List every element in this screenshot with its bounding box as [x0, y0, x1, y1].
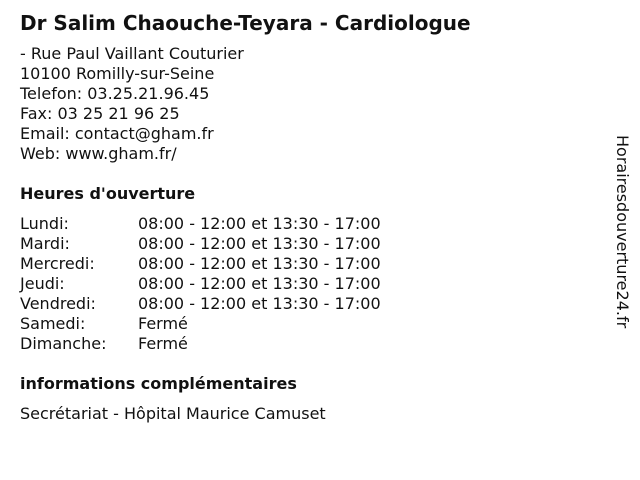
hours-value: 08:00 - 12:00 et 13:30 - 17:00: [138, 214, 381, 233]
fax-number: Fax: 03 25 21 96 25: [20, 104, 180, 123]
website: Web: www.gham.fr/: [20, 144, 177, 163]
opening-hours-table: [20, 214, 440, 354]
hours-value: 08:00 - 12:00 et 13:30 - 17:00: [138, 254, 381, 273]
hours-value: 08:00 - 12:00 et 13:30 - 17:00: [138, 274, 381, 293]
email-address: Email: contact@gham.fr: [20, 124, 214, 143]
day-label: Mercredi:: [20, 254, 95, 273]
additional-info-text: Secrétariat - Hôpital Maurice Camuset: [20, 404, 326, 423]
hours-row-monday: [20, 214, 440, 234]
day-label: Lundi:: [20, 214, 69, 233]
address-street: - Rue Paul Vaillant Couturier: [20, 44, 244, 63]
day-label: Samedi:: [20, 314, 86, 333]
hours-row-tuesday: [20, 234, 440, 254]
hours-value: 08:00 - 12:00 et 13:30 - 17:00: [138, 234, 381, 253]
phone-number: Telefon: 03.25.21.96.45: [20, 84, 210, 103]
day-label: Dimanche:: [20, 334, 107, 353]
site-watermark: Horairesdouverture24.fr: [613, 135, 632, 329]
contact-block: [20, 44, 244, 164]
day-label: Vendredi:: [20, 294, 96, 313]
hours-value: Fermé: [138, 334, 188, 353]
hours-row-saturday: [20, 314, 440, 334]
hours-row-thursday: [20, 274, 440, 294]
hours-row-wednesday: [20, 254, 440, 274]
day-label: Mardi:: [20, 234, 70, 253]
address-city: 10100 Romilly-sur-Seine: [20, 64, 215, 83]
opening-hours-heading: Heures d'ouverture: [20, 184, 196, 203]
hours-row-sunday: [20, 334, 440, 354]
additional-info-heading: informations complémentaires: [20, 374, 297, 393]
hours-row-friday: [20, 294, 440, 314]
hours-value: 08:00 - 12:00 et 13:30 - 17:00: [138, 294, 381, 313]
hours-value: Fermé: [138, 314, 188, 333]
page-title: Dr Salim Chaouche-Teyara - Cardiologue: [20, 11, 471, 35]
day-label: Jeudi:: [20, 274, 65, 293]
